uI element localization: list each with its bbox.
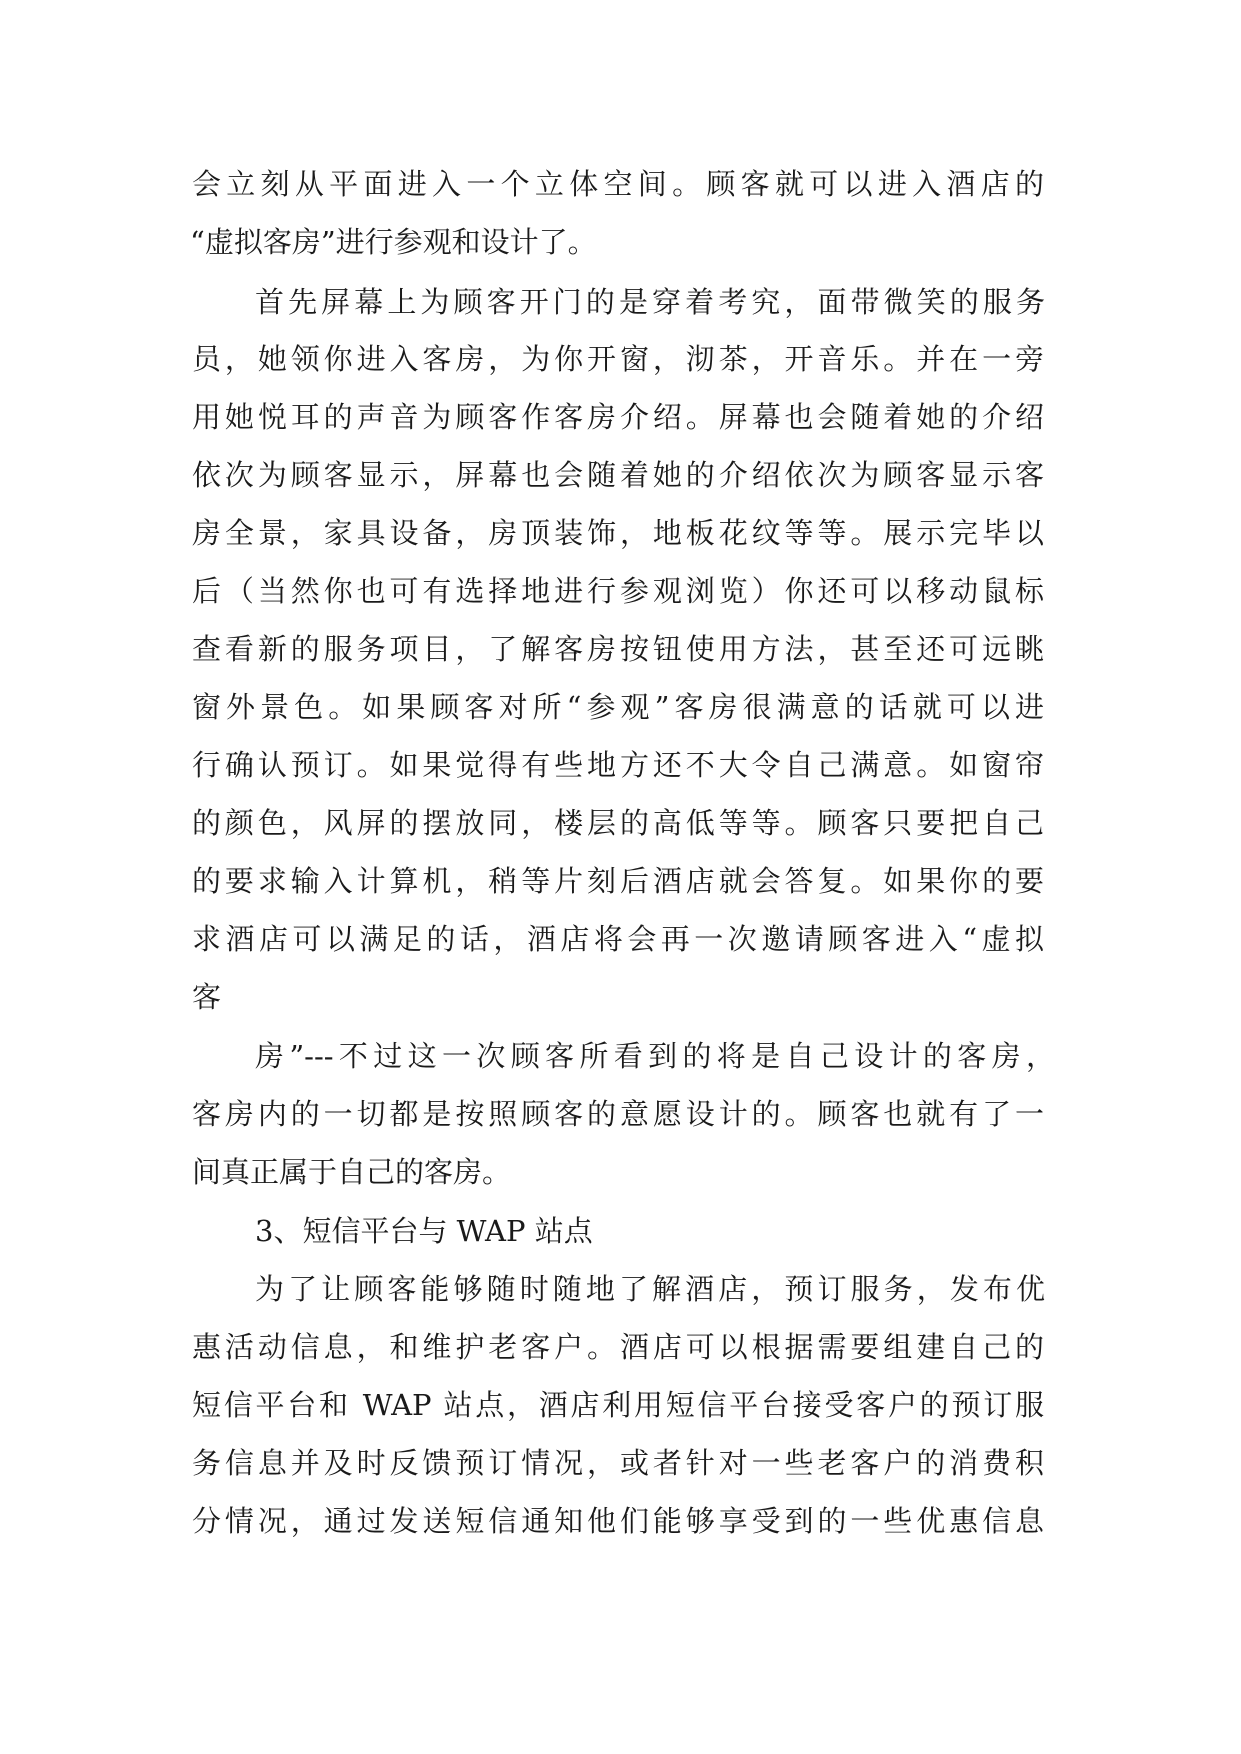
text-line-1: 会立刻从平面进入一个立体空间。顾客就可以进入酒店的: [192, 167, 1044, 201]
text-line-2: “虚拟客房”进行参观和设计了。: [190, 225, 597, 259]
text-line-15: 客: [192, 980, 222, 1014]
section-heading: 3、短信平台与 WAP 站点: [255, 1214, 593, 1248]
text-line-22: 短信平台和 WAP 站点，酒店利用短信平台接受客户的预订服: [192, 1388, 1044, 1422]
text-line-17: 客房内的一切都是按照顾客的意愿设计的。顾客也就有了一: [192, 1097, 1044, 1131]
text-line-18: 间真正属于自己的客房。: [192, 1155, 512, 1189]
text-line-3: 首先屏幕上为顾客开门的是穿着考究，面带微笑的服务: [255, 285, 1045, 319]
text-line-20: 为了让顾客能够随时随地了解酒店，预订服务，发布优: [255, 1272, 1045, 1306]
text-line-9: 查看新的服务项目，了解客房按钮使用方法，甚至还可远眺: [192, 632, 1044, 666]
text-line-14: 求酒店可以满足的话，酒店将会再一次邀请顾客进入“虚拟: [192, 922, 1044, 956]
text-line-11: 行确认预订。如果觉得有些地方还不大令自己满意。如窗帘: [192, 748, 1044, 782]
text-line-5: 用她悦耳的声音为顾客作客房介绍。屏幕也会随着她的介绍: [192, 400, 1044, 434]
text-line-24: 分情况，通过发送短信通知他们能够享受到的一些优惠信息: [192, 1504, 1044, 1538]
text-line-4: 员，她领你进入客房，为你开窗，沏茶，开音乐。并在一旁: [192, 342, 1044, 376]
text-line-23: 务信息并及时反馈预订情况，或者针对一些老客户的消费积: [192, 1446, 1044, 1480]
text-line-21: 惠活动信息，和维护老客户。酒店可以根据需要组建自己的: [192, 1330, 1044, 1364]
text-line-6: 依次为顾客显示，屏幕也会随着她的介绍依次为顾客显示客: [192, 458, 1044, 492]
text-line-10: 窗外景色。如果顾客对所“参观”客房很满意的话就可以进: [192, 690, 1044, 724]
text-line-7: 房全景，家具设备，房顶装饰，地板花纹等等。展示完毕以: [192, 516, 1044, 550]
text-line-13: 的要求输入计算机，稍等片刻后酒店就会答复。如果你的要: [192, 864, 1044, 898]
text-line-12: 的颜色，风屏的摆放同，楼层的高低等等。顾客只要把自己: [192, 806, 1044, 840]
text-line-16: 房”---不过这一次顾客所看到的将是自己设计的客房，: [255, 1039, 1055, 1073]
text-line-8: 后（当然你也可有选择地进行参观浏览）你还可以移动鼠标: [192, 574, 1044, 608]
